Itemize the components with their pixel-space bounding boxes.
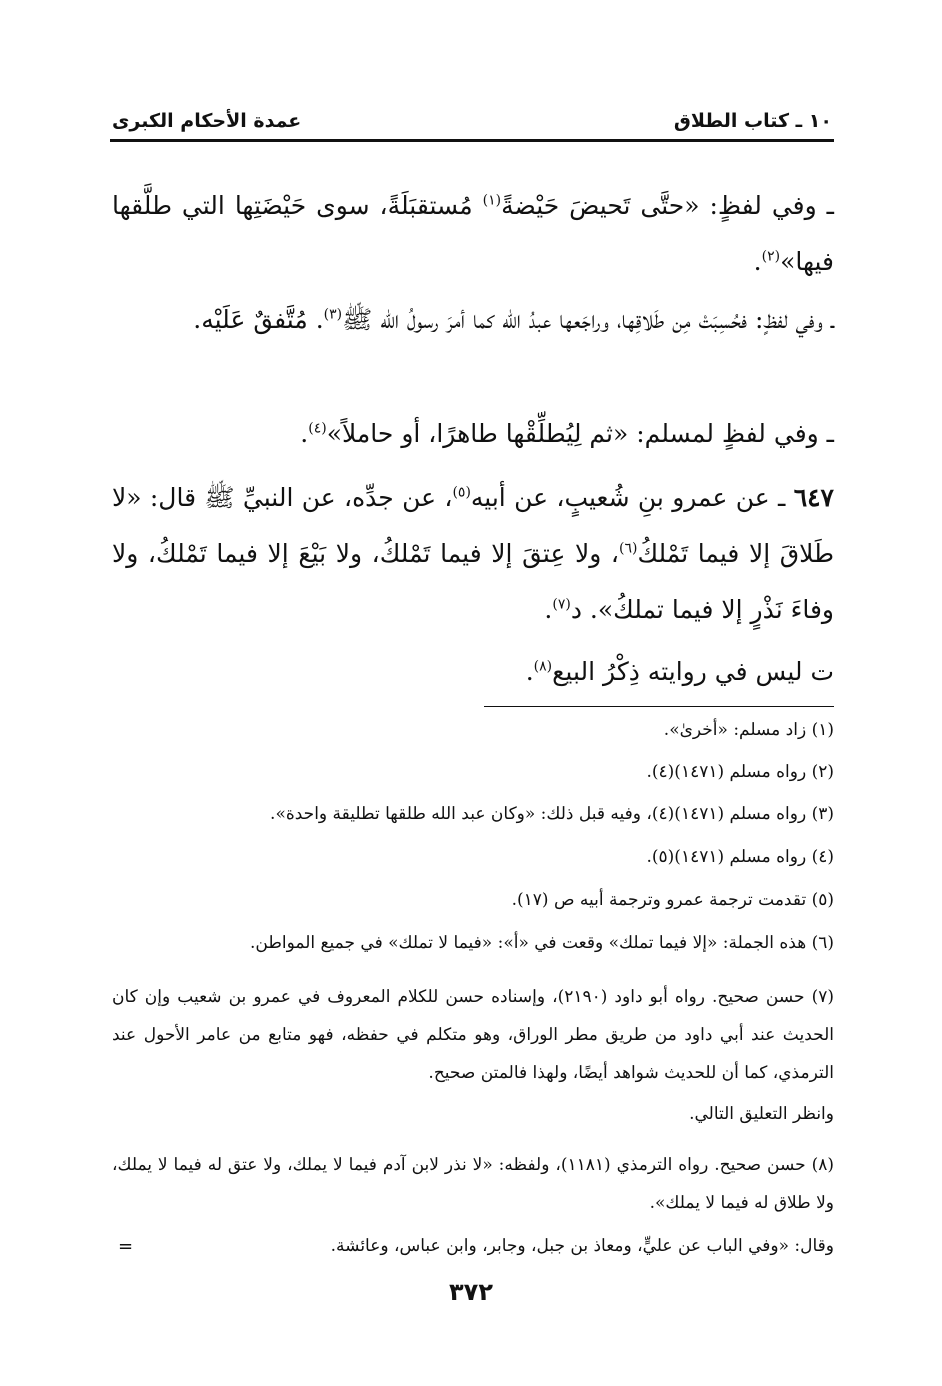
text: مُستقبَلَةً، سوى حَيْضَتِها التي طلَّقها فيها»	[112, 191, 834, 276]
footnote-7: (٧) حسن صحيح. رواه أبو داود (٢١٩٠)، وإسناده حسن للكلام المعروف في عمرو بن شعيب وإن كان الحديث عند أبي داود من طريق مطر الوراق، وهو متكلم في حفظه، فهو متابع من عامر الأحول عند الترمذي، كما أن للحديث شواهد أيضًا، ولهذا فالمتن صحيح.	[112, 987, 835, 1083]
footnote-ref: (٧)	[552, 596, 571, 613]
footnote-ref: (٤)	[308, 420, 327, 437]
hadith-number: ٦٤٧	[793, 483, 834, 512]
header-rule	[110, 139, 834, 142]
paragraph-hadith-647	[112, 470, 834, 638]
text: .	[544, 595, 553, 624]
footnote-4: (٤) رواه مسلم (١٤٧١)(٥).	[646, 847, 834, 867]
text: ، عن جدِّه، عن النبيِّ ﷺ قال: «لا طَلاقَ إلا فيما تَمْلكُ	[112, 483, 834, 568]
footnote-ref: (١)	[482, 192, 502, 209]
text: ـ عن عمرو بنِ شُعيبٍ، عن أبيه	[470, 483, 794, 512]
footnote-8-continued: وقال: «وفي الباب عن عليٍّ، ومعاذ بن جبل، وجابر، وابن عباس، وعائشة.	[330, 1236, 834, 1256]
paragraph-3	[112, 406, 834, 462]
footnote-8: (٨) حسن صحيح. رواه الترمذي (١١٨١)، ولفظه: «لا نذر لابن آدم فيما لا يملك، ولا عتق له فيما لا يملك، ولا طلاق له فيما لا يملك».	[112, 1155, 834, 1213]
chapter-title: ١٠ ـ كتاب الطلاق	[673, 110, 832, 132]
text: ـ وفي لفظٍ: فحُسِبَتْ مِن طَلاقِها، وراجَعها عبدُ الله كما أمرَ رسولُ الله ﷺ	[342, 305, 834, 334]
text: .	[753, 247, 762, 276]
paragraph-5	[112, 644, 834, 700]
footnote-5: (٥) تقدمت ترجمة عمرو وترجمة أبيه ص (١٧).	[511, 890, 834, 910]
footnote-ref: (٦)	[618, 540, 638, 557]
footnote-6: (٦) هذه الجملة: «إلا فيما تملك» وقعت في «أ»: «فيما لا تملك» في جميع المواطن.	[249, 933, 834, 953]
footnote-2: (٢) رواه مسلم (١٤٧١)(٤).	[646, 762, 834, 782]
paragraph-1	[112, 178, 834, 290]
footnote-ref: (٥)	[452, 484, 471, 501]
text: . مُتَّفقٌ عَلَيْه.	[193, 305, 324, 334]
text: .	[525, 657, 534, 686]
footnote-rule	[484, 706, 834, 707]
footnote-ref: (٨)	[533, 658, 553, 675]
running-header	[112, 104, 832, 138]
continuation-mark: =	[118, 1236, 134, 1257]
footnote-3: (٣) رواه مسلم (١٤٧١)(٤)، وفيه قبل ذلك: «وكان عبد الله طلقها تطليقة واحدة».	[270, 804, 834, 824]
page-number: ٣٧٢	[449, 1278, 493, 1306]
text: ـ وفي لفظٍ: «حتَّى تَحيضَ حَيْضةً	[501, 191, 834, 220]
text: ، ولا عِتقَ إلا فيما تَمْلكُ، ولا بَيْعَ إلا فيما تَمْلكُ، ولا وفاءَ نَذْرٍ إلا فيما تملكُ». د	[112, 539, 834, 624]
paragraph-2	[112, 292, 834, 348]
footnote-ref: (٢)	[761, 248, 781, 265]
text: ت ليس في روايته ذِكْرُ البيع	[552, 657, 834, 686]
text: ـ وفي لفظٍ لمسلم: «ثم لِيُطلِّقْها طاهرًا، أو حاملاً»	[326, 419, 834, 448]
text: .	[300, 419, 309, 448]
book-title: عمدة الأحكام الكبرى	[112, 110, 302, 132]
footnote-ref: (٣)	[323, 306, 343, 323]
footnote-1: (١) زاد مسلم: «أخرىٰ».	[663, 720, 834, 740]
footnote-7-continued: وانظر التعليق التالي.	[689, 1104, 834, 1124]
